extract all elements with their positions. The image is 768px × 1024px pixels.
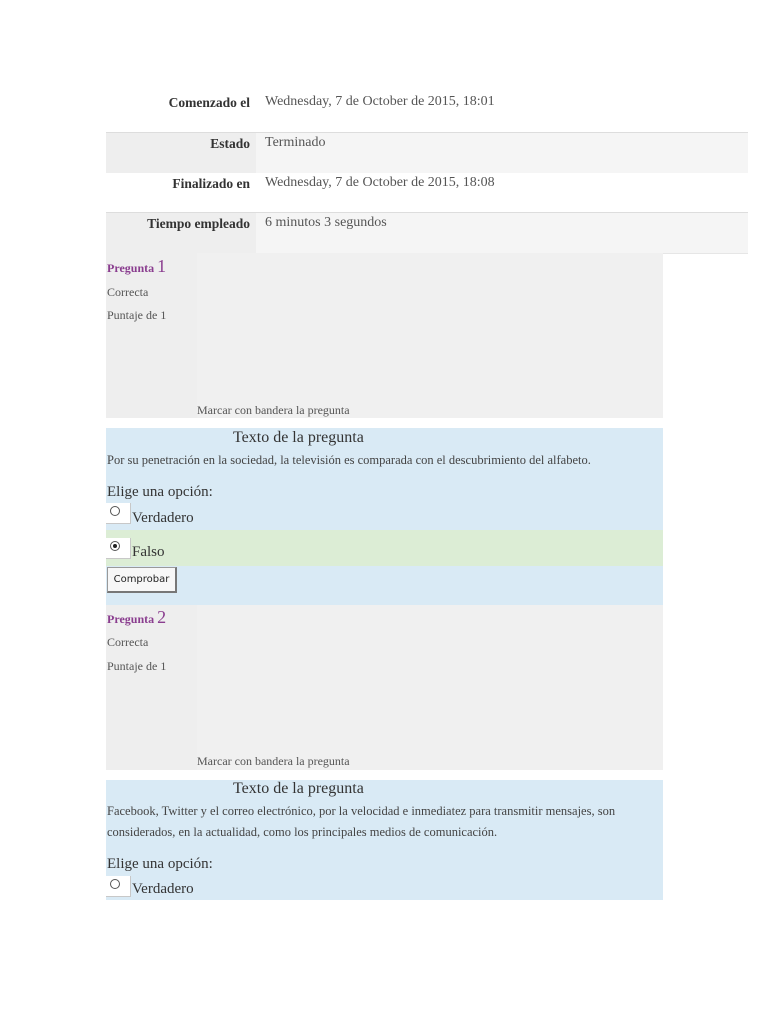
radio-unchecked-icon xyxy=(110,879,120,889)
time-value: 6 minutos 3 segundos xyxy=(265,215,387,230)
started-label: Comenzado el xyxy=(168,95,250,110)
question-2-score: Puntaje de 1 xyxy=(107,659,167,673)
radio-button[interactable] xyxy=(106,503,131,524)
question-1-option-false[interactable] xyxy=(106,530,663,566)
option-label: Verdadero xyxy=(132,881,194,897)
question-1-title xyxy=(107,256,166,277)
radio-button[interactable] xyxy=(106,538,131,559)
question-2-option-true[interactable] xyxy=(106,876,663,900)
option-label: Falso xyxy=(132,544,165,560)
finished-value: Wednesday, 7 de October de 2015, 18:08 xyxy=(265,175,495,190)
started-value: Wednesday, 7 de October de 2015, 18:01 xyxy=(265,94,495,109)
question-2-prompt: Elige una opción: xyxy=(107,856,213,872)
flag-question-1-link[interactable]: Marcar con bandera la pregunta xyxy=(197,403,350,417)
question-2-content-title: Texto de la pregunta xyxy=(233,780,364,797)
question-2-title xyxy=(107,607,166,628)
radio-button[interactable] xyxy=(106,876,131,897)
summary-row-state xyxy=(106,132,748,174)
question-2-content xyxy=(106,780,663,900)
summary-row-started xyxy=(106,88,748,128)
time-label: Tiempo empleado xyxy=(147,216,250,231)
finished-label: Finalizado en xyxy=(172,176,250,191)
question-info-left xyxy=(106,605,197,770)
question-info-left xyxy=(106,253,197,418)
radio-checked-icon xyxy=(110,541,120,551)
question-2-state: Correcta xyxy=(107,635,149,649)
question-1-score: Puntaje de 1 xyxy=(107,308,167,322)
question-1-state: Correcta xyxy=(107,285,149,299)
state-value: Terminado xyxy=(265,135,326,150)
radio-unchecked-icon xyxy=(110,506,120,516)
question-1-content xyxy=(106,428,663,605)
question-title-prefix: Pregunta xyxy=(107,261,155,275)
summary-row-finished xyxy=(106,173,748,211)
question-1-info xyxy=(106,253,663,418)
state-label: Estado xyxy=(210,136,250,151)
option-label: Verdadero xyxy=(132,510,194,526)
question-number: 1 xyxy=(157,256,167,276)
question-1-text: Por su penetración en la sociedad, la televisión es comparada con el descubrimiento del alfabeto. xyxy=(107,453,591,467)
question-2-text: Facebook, Twitter y el correo electrónico, por la velocidad e inmediatez para transmitir mensajes, son considerados, en la actualidad, como los principales medios de comunicación. xyxy=(107,804,616,839)
summary-row-time xyxy=(106,212,748,254)
check-button[interactable]: Comprobar xyxy=(107,567,177,593)
flag-question-2-link[interactable]: Marcar con bandera la pregunta xyxy=(197,754,350,768)
question-title-prefix: Pregunta xyxy=(107,612,155,626)
question-1-prompt: Elige una opción: xyxy=(107,484,213,500)
question-1-content-title: Texto de la pregunta xyxy=(233,429,364,446)
question-number: 2 xyxy=(157,607,167,627)
question-2-info xyxy=(106,605,663,770)
